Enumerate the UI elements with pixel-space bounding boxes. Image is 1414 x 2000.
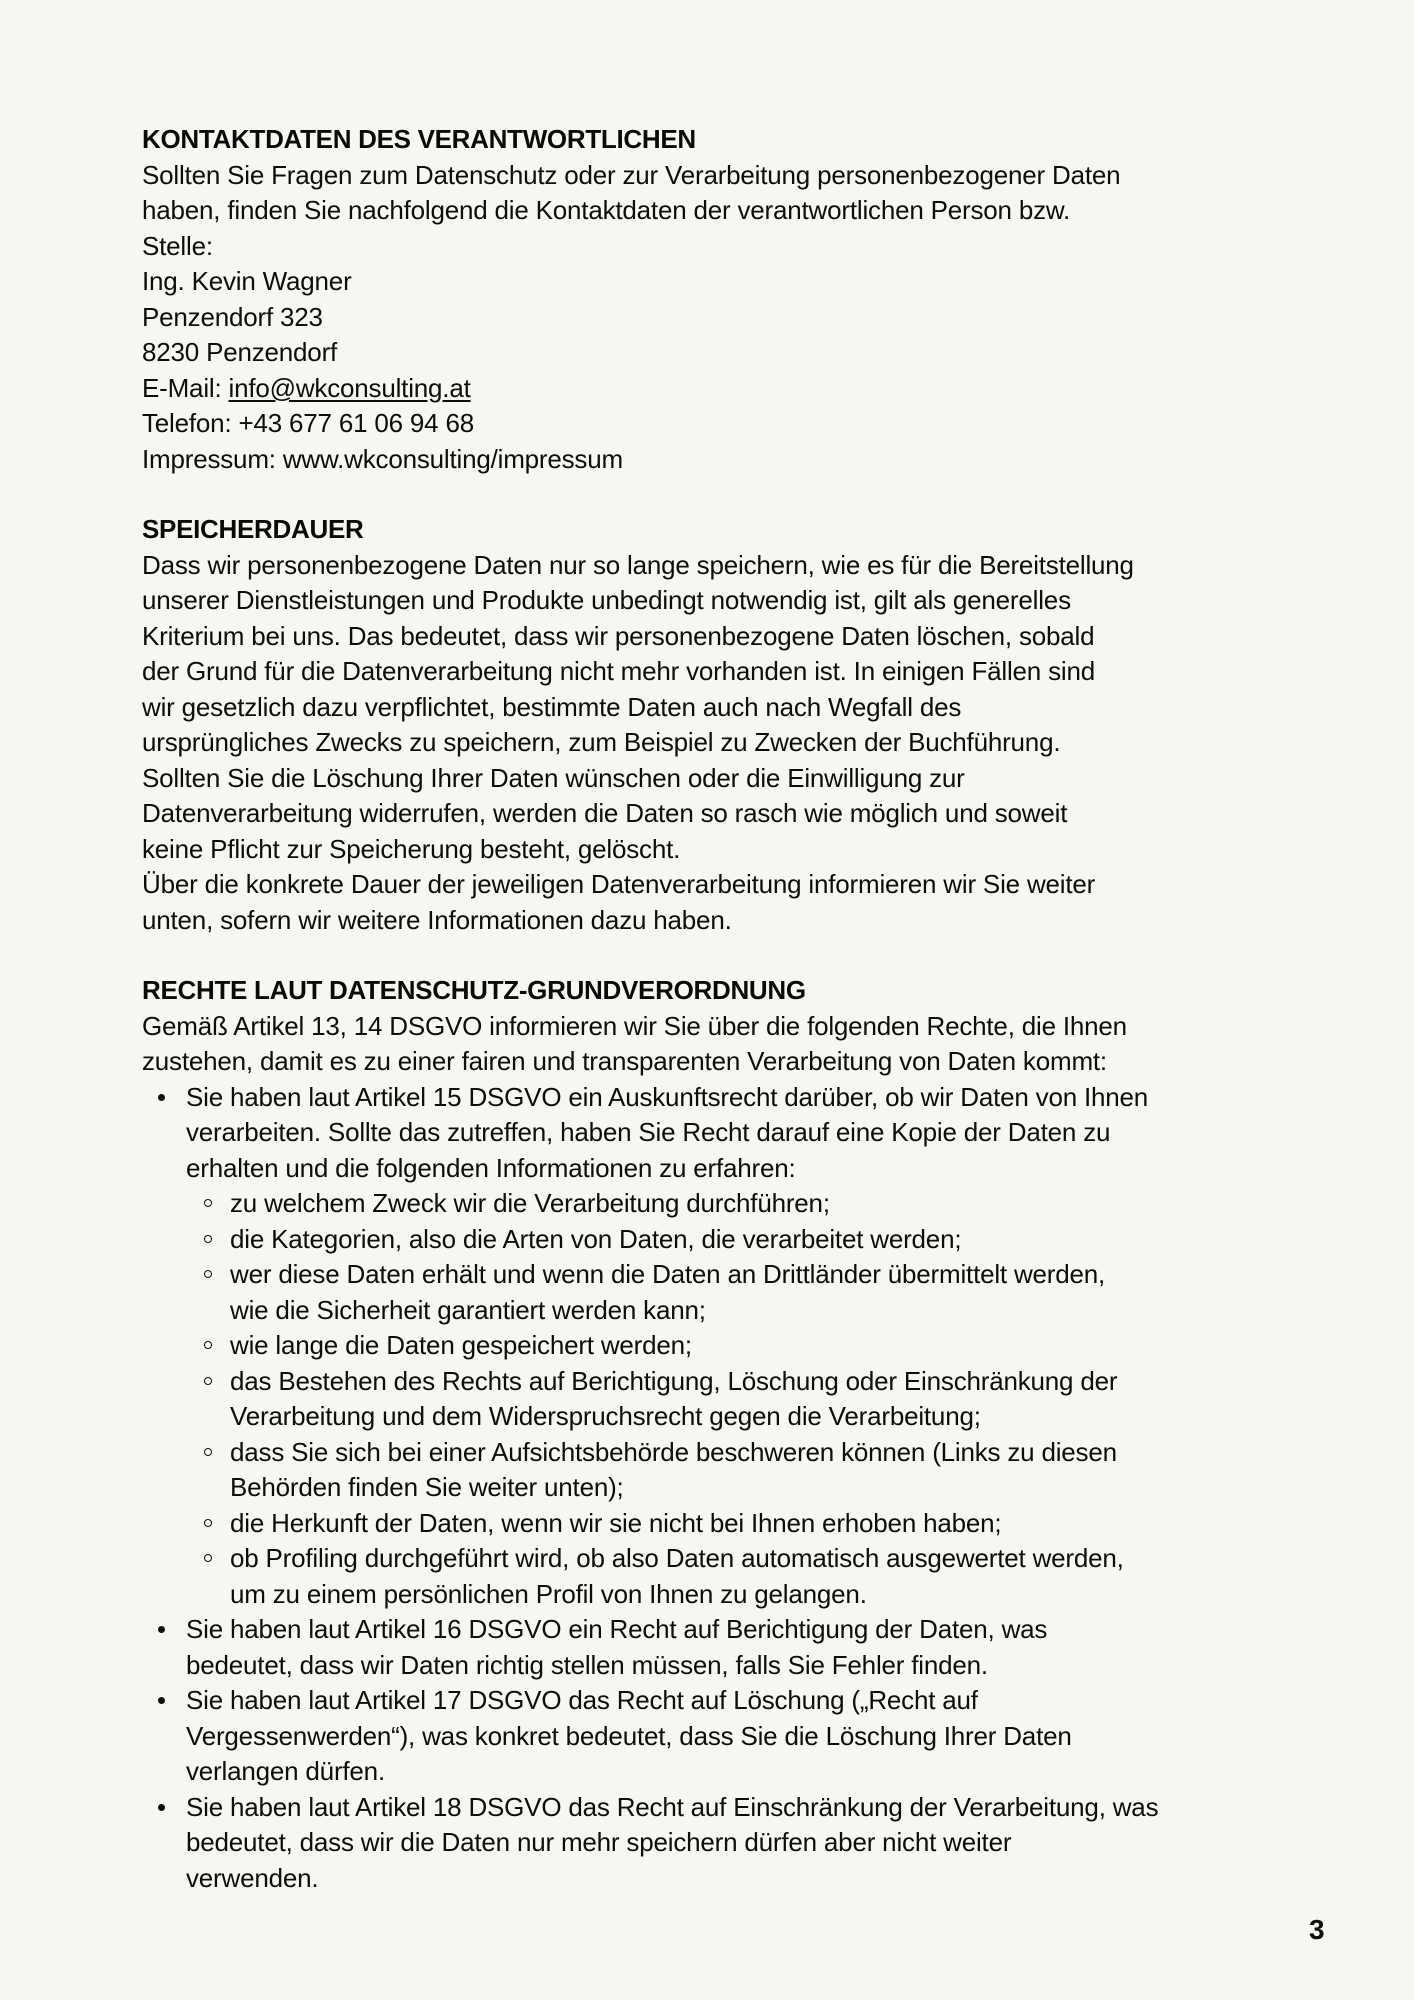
text-line: Sollten Sie die Löschung Ihrer Daten wünschen oder die Einwilligung zur	[142, 762, 965, 793]
text-line: Datenverarbeitung widerrufen, werden die Daten so rasch wie möglich und soweit	[142, 798, 1068, 828]
document-page	[142, 122, 1282, 1896]
text-line: das Bestehen des Rechts auf Berichtigung, Löschung oder Einschränkung der	[230, 1365, 1118, 1396]
text-line: Verarbeitung und dem Widerspruchsrecht gegen die Verarbeitung;	[230, 1401, 981, 1431]
text-line: haben, finden Sie nachfolgend die Kontaktdaten der verantwortlichen Person bzw.	[142, 195, 1071, 225]
contact-street: Penzendorf 323	[142, 301, 323, 332]
text-line: um zu einem persönlichen Profil von Ihnen zu gelangen.	[230, 1578, 867, 1609]
text-line: wie die Sicherheit garantiert werden kann;	[230, 1294, 706, 1325]
contact-intro	[142, 158, 1282, 265]
sublist-item	[186, 1364, 1282, 1435]
sublist-item	[186, 1328, 1282, 1364]
text-line: zustehen, damit es zu einer fairen und transparenten Verarbeitung von Daten kommt:	[142, 1046, 1107, 1076]
text-line: Über die konkrete Dauer der jeweiligen Datenverarbeitung informieren wir Sie weiter	[142, 869, 1096, 899]
text-line: der Grund für die Datenverarbeitung nicht mehr vorhanden ist. In einigen Fällen sind	[142, 656, 1095, 686]
text-line: Sollten Sie Fragen zum Datenschutz oder zur Verarbeitung personenbezogener Daten	[142, 159, 1121, 190]
text-line: Sie haben laut Artikel 15 DSGVO ein Auskunftsrecht darüber, ob wir Daten von Ihnen	[186, 1081, 1149, 1112]
text-line: ursprüngliches Zwecks zu speichern, zum Beispiel zu Zwecken der Buchführung.	[142, 727, 1061, 757]
list-item-art15	[142, 1080, 1282, 1613]
text-line: erhalten und die folgenden Informationen zu erfahren:	[186, 1152, 796, 1183]
text-line: bedeutet, dass wir die Daten nur mehr speichern dürfen aber nicht weiter	[186, 1827, 1012, 1857]
text-line: Gemäß Artikel 13, 14 DSGVO informieren wir Sie über die folgenden Rechte, die Ihnen	[142, 1010, 1127, 1041]
text-line: verarbeiten. Sollte das zutreffen, haben Sie Recht darauf eine Kopie der Daten zu	[186, 1117, 1111, 1147]
section-storage-duration	[142, 512, 1282, 938]
text-line: zu welchem Zweck wir die Verarbeitung durchführen;	[230, 1188, 830, 1218]
text-line: verwenden.	[186, 1862, 319, 1893]
sublist-item	[186, 1186, 1282, 1222]
text-line: unserer Dienstleistungen und Produkte unbedingt notwendig ist, gilt als generelles	[142, 585, 1071, 615]
section-gdpr-rights	[142, 973, 1282, 1896]
text-line: Vergessenwerden“), was konkret bedeutet, dass Sie die Löschung Ihrer Daten	[186, 1720, 1072, 1751]
section-contact	[142, 122, 1282, 477]
text-line: Dass wir personenbezogene Daten nur so lange speichern, wie es für die Bereitstellung	[142, 549, 1134, 580]
list-item-art16	[142, 1612, 1282, 1683]
text-line: Sie haben laut Artikel 16 DSGVO ein Recht auf Berichtigung der Daten, was	[186, 1614, 1048, 1644]
email-label: E-Mail:	[142, 372, 229, 403]
text-line: die Herkunft der Daten, wenn wir sie nicht bei Ihnen erhoben haben;	[230, 1507, 1002, 1538]
text-line: ob Profiling durchgeführt wird, ob also Daten automatisch ausgewertet werden,	[230, 1543, 1124, 1573]
information-sublist	[186, 1186, 1282, 1612]
list-item-art17	[142, 1683, 1282, 1790]
text-line: Sie haben laut Artikel 17 DSGVO das Recht auf Löschung („Recht auf	[186, 1685, 978, 1715]
sublist-item	[186, 1435, 1282, 1506]
contact-imprint: Impressum: www.wkconsulting/impressum	[142, 443, 623, 474]
contact-city: 8230 Penzendorf	[142, 337, 338, 367]
rights-list	[142, 1080, 1282, 1897]
contact-name: Ing. Kevin Wagner	[142, 266, 352, 296]
page-number: 3	[1309, 1914, 1325, 1945]
text-line: wir gesetzlich dazu verpflichtet, bestimmte Daten auch nach Wegfall des	[142, 691, 962, 722]
text-line: Sie haben laut Artikel 18 DSGVO das Recht auf Einschränkung der Verarbeitung, was	[186, 1791, 1159, 1822]
text-line: keine Pflicht zur Speicherung besteht, gelöscht.	[142, 833, 681, 864]
text-line: unten, sofern wir weitere Informationen dazu haben.	[142, 904, 732, 935]
storage-paragraph	[142, 548, 1282, 939]
text-line: bedeutet, dass wir Daten richtig stellen müssen, falls Sie Fehler finden.	[186, 1649, 988, 1680]
text-line: Stelle:	[142, 230, 213, 261]
section-heading-rights: RECHTE LAUT DATENSCHUTZ-GRUNDVERORDNUNG	[142, 975, 806, 1005]
sublist-item	[186, 1506, 1282, 1542]
text-line: Kriterium bei uns. Das bedeutet, dass wir personenbezogene Daten löschen, sobald	[142, 620, 1095, 651]
rights-intro	[142, 1009, 1282, 1080]
text-line: verlangen dürfen.	[186, 1756, 385, 1786]
sublist-item	[186, 1222, 1282, 1258]
sublist-item	[186, 1541, 1282, 1612]
text-line: wie lange die Daten gespeichert werden;	[230, 1330, 692, 1360]
sublist-item	[186, 1257, 1282, 1328]
text-line: wer diese Daten erhält und wenn die Daten an Drittländer übermittelt werden,	[230, 1259, 1106, 1289]
section-heading-contact: KONTAKTDATEN DES VERANTWORTLICHEN	[142, 124, 696, 154]
email-link[interactable]: info@wkconsulting.at	[228, 372, 471, 403]
list-item-art18	[142, 1790, 1282, 1897]
text-line: die Kategorien, also die Arten von Daten, die verarbeitet werden;	[230, 1223, 962, 1254]
section-heading-storage: SPEICHERDAUER	[142, 514, 364, 544]
text-line: dass Sie sich bei einer Aufsichtsbehörde beschweren können (Links zu diesen	[230, 1436, 1117, 1467]
contact-phone: Telefon: +43 677 61 06 94 68	[142, 408, 474, 438]
contact-email-row	[142, 371, 1282, 407]
text-line: Behörden finden Sie weiter unten);	[230, 1472, 624, 1502]
